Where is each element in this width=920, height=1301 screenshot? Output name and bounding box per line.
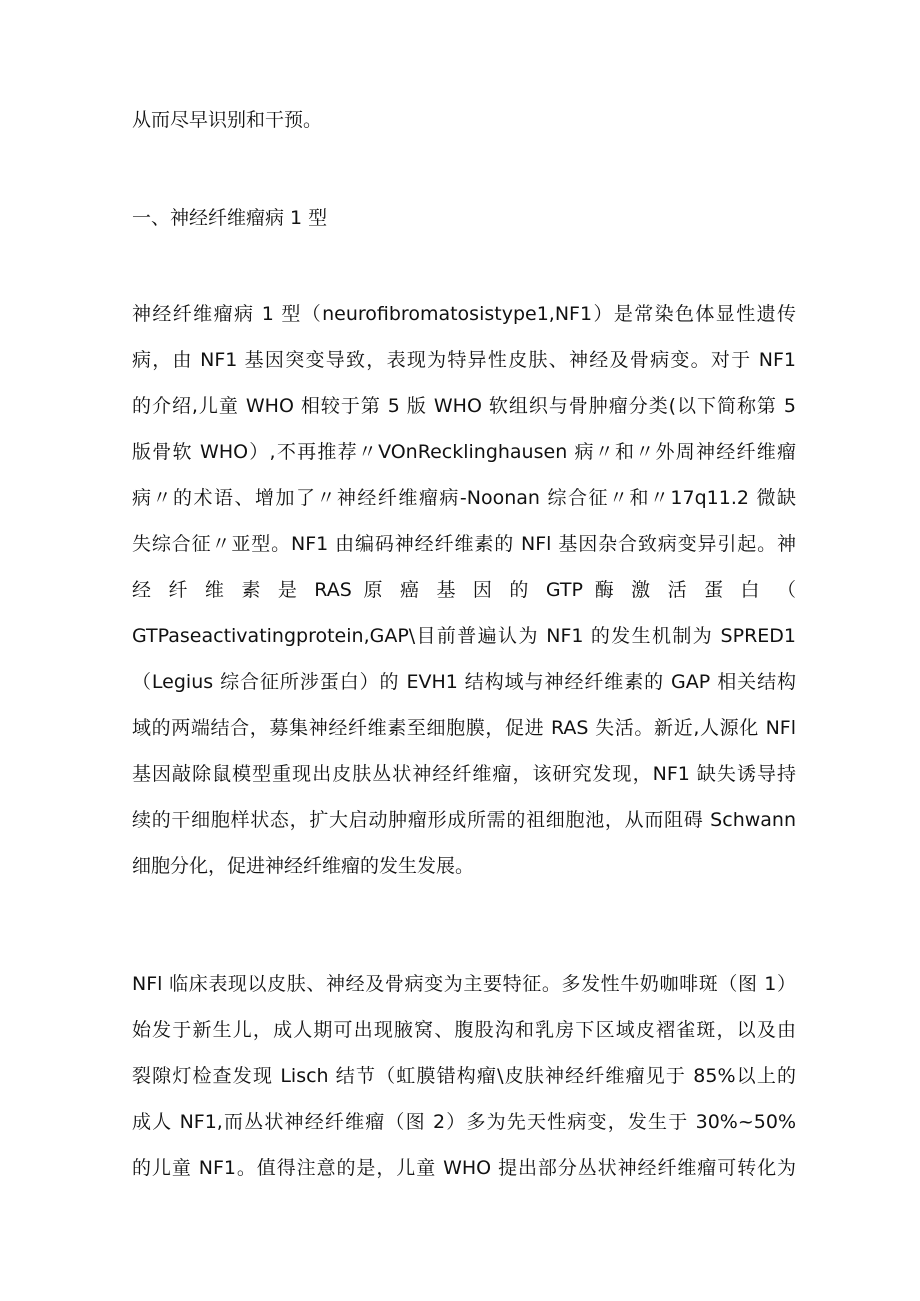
- text-line: 始发于新生儿，成人期可出现腋窝、腹股沟和乳房下区域皮褶雀斑，以及由: [132, 1019, 796, 1041]
- text-line: 域的两端结合，募集神经纤维素至细胞膜，促进 RAS 失活。新近,人源化 NFl: [132, 717, 796, 739]
- text-line: 版骨软 WHO）,不再推荐〃VOnRecklinghausen 病〃和〃外周神经纤维瘤: [132, 441, 796, 463]
- text-line: 经 纤 维 素 是 RAS 原 癌 基 因 的 GTP 酶 激 活 蛋 白 （: [132, 579, 796, 601]
- text-line: GTPaseactivatingprotein,GAP\目前普遍认为 NF1 的发生机制为 SPRED1: [132, 625, 796, 647]
- text-line: 基因敲除鼠模型重现出皮肤丛状神经纤维瘤，该研究发现，NF1 缺失诱导持: [132, 763, 796, 785]
- text-line: 续的干细胞样状态，扩大启动肿瘤形成所需的祖细胞池，从而阻碍 Schwann: [132, 809, 796, 831]
- text-line: （Legius 综合征所涉蛋白）的 EVH1 结构域与神经纤维素的 GAP 相关结构: [132, 671, 796, 693]
- text-line: 神经纤维瘤病 1 型（neurofibromatosistype1,NF1）是常染色体显性遗传: [132, 303, 796, 325]
- text-line: 的介绍,儿童 WHO 相较于第 5 版 WHO 软组织与骨肿瘤分类(以下简称第 5: [132, 395, 796, 417]
- text-line: 的儿童 NF1。值得注意的是，儿童 WHO 提出部分丛状神经纤维瘤可转化为: [132, 1157, 796, 1179]
- text-line: 病，由 NF1 基因突变导致，表现为特异性皮肤、神经及骨病变。对于 NF1: [132, 349, 796, 371]
- text-line: 失综合征〃亚型。NF1 由编码神经纤维素的 NFl 基因杂合致病变异引起。神: [132, 533, 796, 555]
- text-line: 病〃的术语、增加了〃神经纤维瘤病-Noonan 综合征〃和〃17q11.2 微缺: [132, 487, 796, 509]
- text-line: NFl 临床表现以皮肤、神经及骨病变为主要特征。多发性牛奶咖啡斑（图 1）: [132, 973, 796, 995]
- text-line: 从而尽早识别和干预。: [132, 109, 323, 131]
- text-line: 成人 NF1,而丛状神经纤维瘤（图 2）多为先天性病变，发生于 30%~50%: [132, 1111, 796, 1133]
- section-heading: 一、神经纤维瘤病 1 型: [132, 207, 328, 229]
- text-line: 细胞分化，促进神经纤维瘤的发生发展。: [132, 855, 475, 877]
- text-line: 裂隙灯检查发现 Lisch 结节（虹膜错构瘤\皮肤神经纤维瘤见于 85%以上的: [132, 1065, 796, 1087]
